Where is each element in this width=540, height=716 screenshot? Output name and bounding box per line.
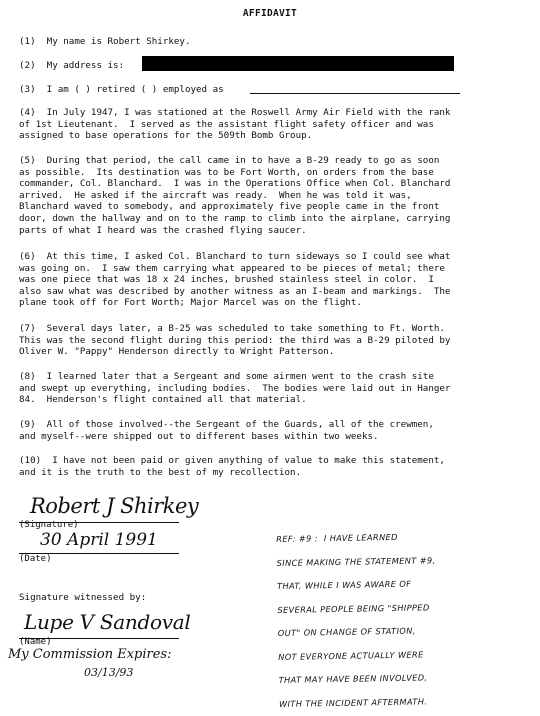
text-line: and it is the truth to the best of my recollection. [19, 466, 302, 478]
text-line: 84. Henderson's flight contained all that material. [19, 394, 307, 406]
text-line: plane took off for Fort Worth; Major Marcel was on the flight. [19, 297, 362, 309]
text-line: (9) All of those involved--the Sergeant of the Guards, all of the crewmen, [19, 419, 434, 430]
text-line: arrived. He asked if the aircraft was ready. When he was told it was, [19, 189, 412, 201]
text-line: assigned to base operations for the 509th Bomb Group. [19, 130, 313, 142]
note-line: THAT, WHILE I WAS AWARE OF [276, 578, 412, 591]
text-line: (6) At this time, I asked Col. Blanchard to turn sideways so I could see what [19, 251, 451, 262]
text-line: (8) I learned later that a Sergeant and some airmen went to the crash site [19, 371, 434, 382]
note-line: THAT MAY HAVE BEEN INVOLVED, [278, 672, 428, 685]
employment-blank [250, 93, 460, 94]
signature-label: (Signature) [19, 520, 79, 530]
document-title: AFFIDAVIT [242, 8, 298, 19]
paragraph-9 [19, 419, 529, 442]
text-line: (4) In July 1947, I was stationed at the Roswell Army Air Field with the rank [19, 107, 451, 118]
handwritten-addendum [276, 523, 539, 716]
paragraph-10 [19, 455, 529, 478]
text-line: as possible. Its destination was to be Fort Worth, on orders from the base [19, 166, 434, 178]
paragraph-6 [19, 251, 529, 309]
note-line: OUT" ON CHANGE OF STATION, [277, 625, 416, 638]
employment-statement: (3) I am ( ) retired ( ) employed as [19, 84, 224, 95]
text-line: door, down the hallway and on to the ramp to climb into the airplane, carrying [19, 212, 451, 224]
witness-heading: Signature witnessed by: [19, 592, 147, 603]
paragraph-8 [19, 371, 529, 406]
note-line: NOT EVERYONE ACTUALLY WERE [278, 648, 424, 662]
text-line: Oliver W. "Pappy" Henderson directly to Wright Patterson. [19, 346, 335, 358]
paragraph-7 [19, 323, 529, 358]
commission-date: 03/13/93 [84, 666, 134, 679]
address-statement: (2) My address is: [19, 60, 125, 71]
signature-date: 30 April 1991 [40, 530, 158, 550]
paragraph-4 [19, 107, 529, 142]
name-statement: (1) My name is Robert Shirkey. [19, 36, 191, 47]
note-line: SINCE MAKING THE STATEMENT #9, [276, 554, 436, 568]
note-line: REF: #9 : I HAVE LEARNED [276, 531, 398, 544]
note-line: SEVERAL PEOPLE BEING "SHIPPED [277, 601, 430, 615]
text-line: Blanchard waved to somebody, and approximately five people came in the front [19, 201, 440, 213]
text-line: (5) During that period, the call came in to have a B-29 ready to go as soon [19, 155, 440, 166]
paragraph-5 [19, 155, 529, 236]
text-line: parts of what I heard was the crashed flying saucer. [19, 224, 307, 236]
text-line: and myself--were shipped out to different bases within two weeks. [19, 430, 379, 442]
text-line: also saw what was described by another witness as an I-beam and markings. The [19, 285, 451, 297]
affiant-signature: Robert J Shirkey [30, 494, 199, 518]
text-line: and swept up everything, including bodies. The bodies were laid out in Hanger [19, 382, 451, 394]
text-line: This was the second flight during this period: the third was a B-29 piloted by [19, 334, 451, 346]
text-line: commander, Col. Blanchard. I was in the Operations Office when Col. Blanchard [19, 178, 451, 190]
note-line: WITH THE INCIDENT AFTERMATH. [278, 695, 428, 709]
witness-signature: Lupe V Sandoval [24, 610, 191, 634]
witness-name-label: (Name) [19, 637, 52, 647]
text-line: was one piece that was 18 x 24 inches, brushed stainless steel in color. I [19, 274, 434, 286]
text-line: (7) Several days later, a B-25 was scheduled to take something to Ft. Worth. [19, 323, 445, 334]
text-line: of 1st Lieutenant. I served as the assistant flight safety officer and was [19, 118, 434, 130]
address-redaction [142, 56, 454, 71]
commission-expires: My Commission Expires: [8, 647, 172, 662]
date-label: (Date) [19, 554, 52, 564]
text-line: was going on. I saw them carrying what appeared to be pieces of metal; there [19, 262, 445, 274]
text-line: (10) I have not been paid or given anything of value to make this statement, [19, 455, 445, 466]
